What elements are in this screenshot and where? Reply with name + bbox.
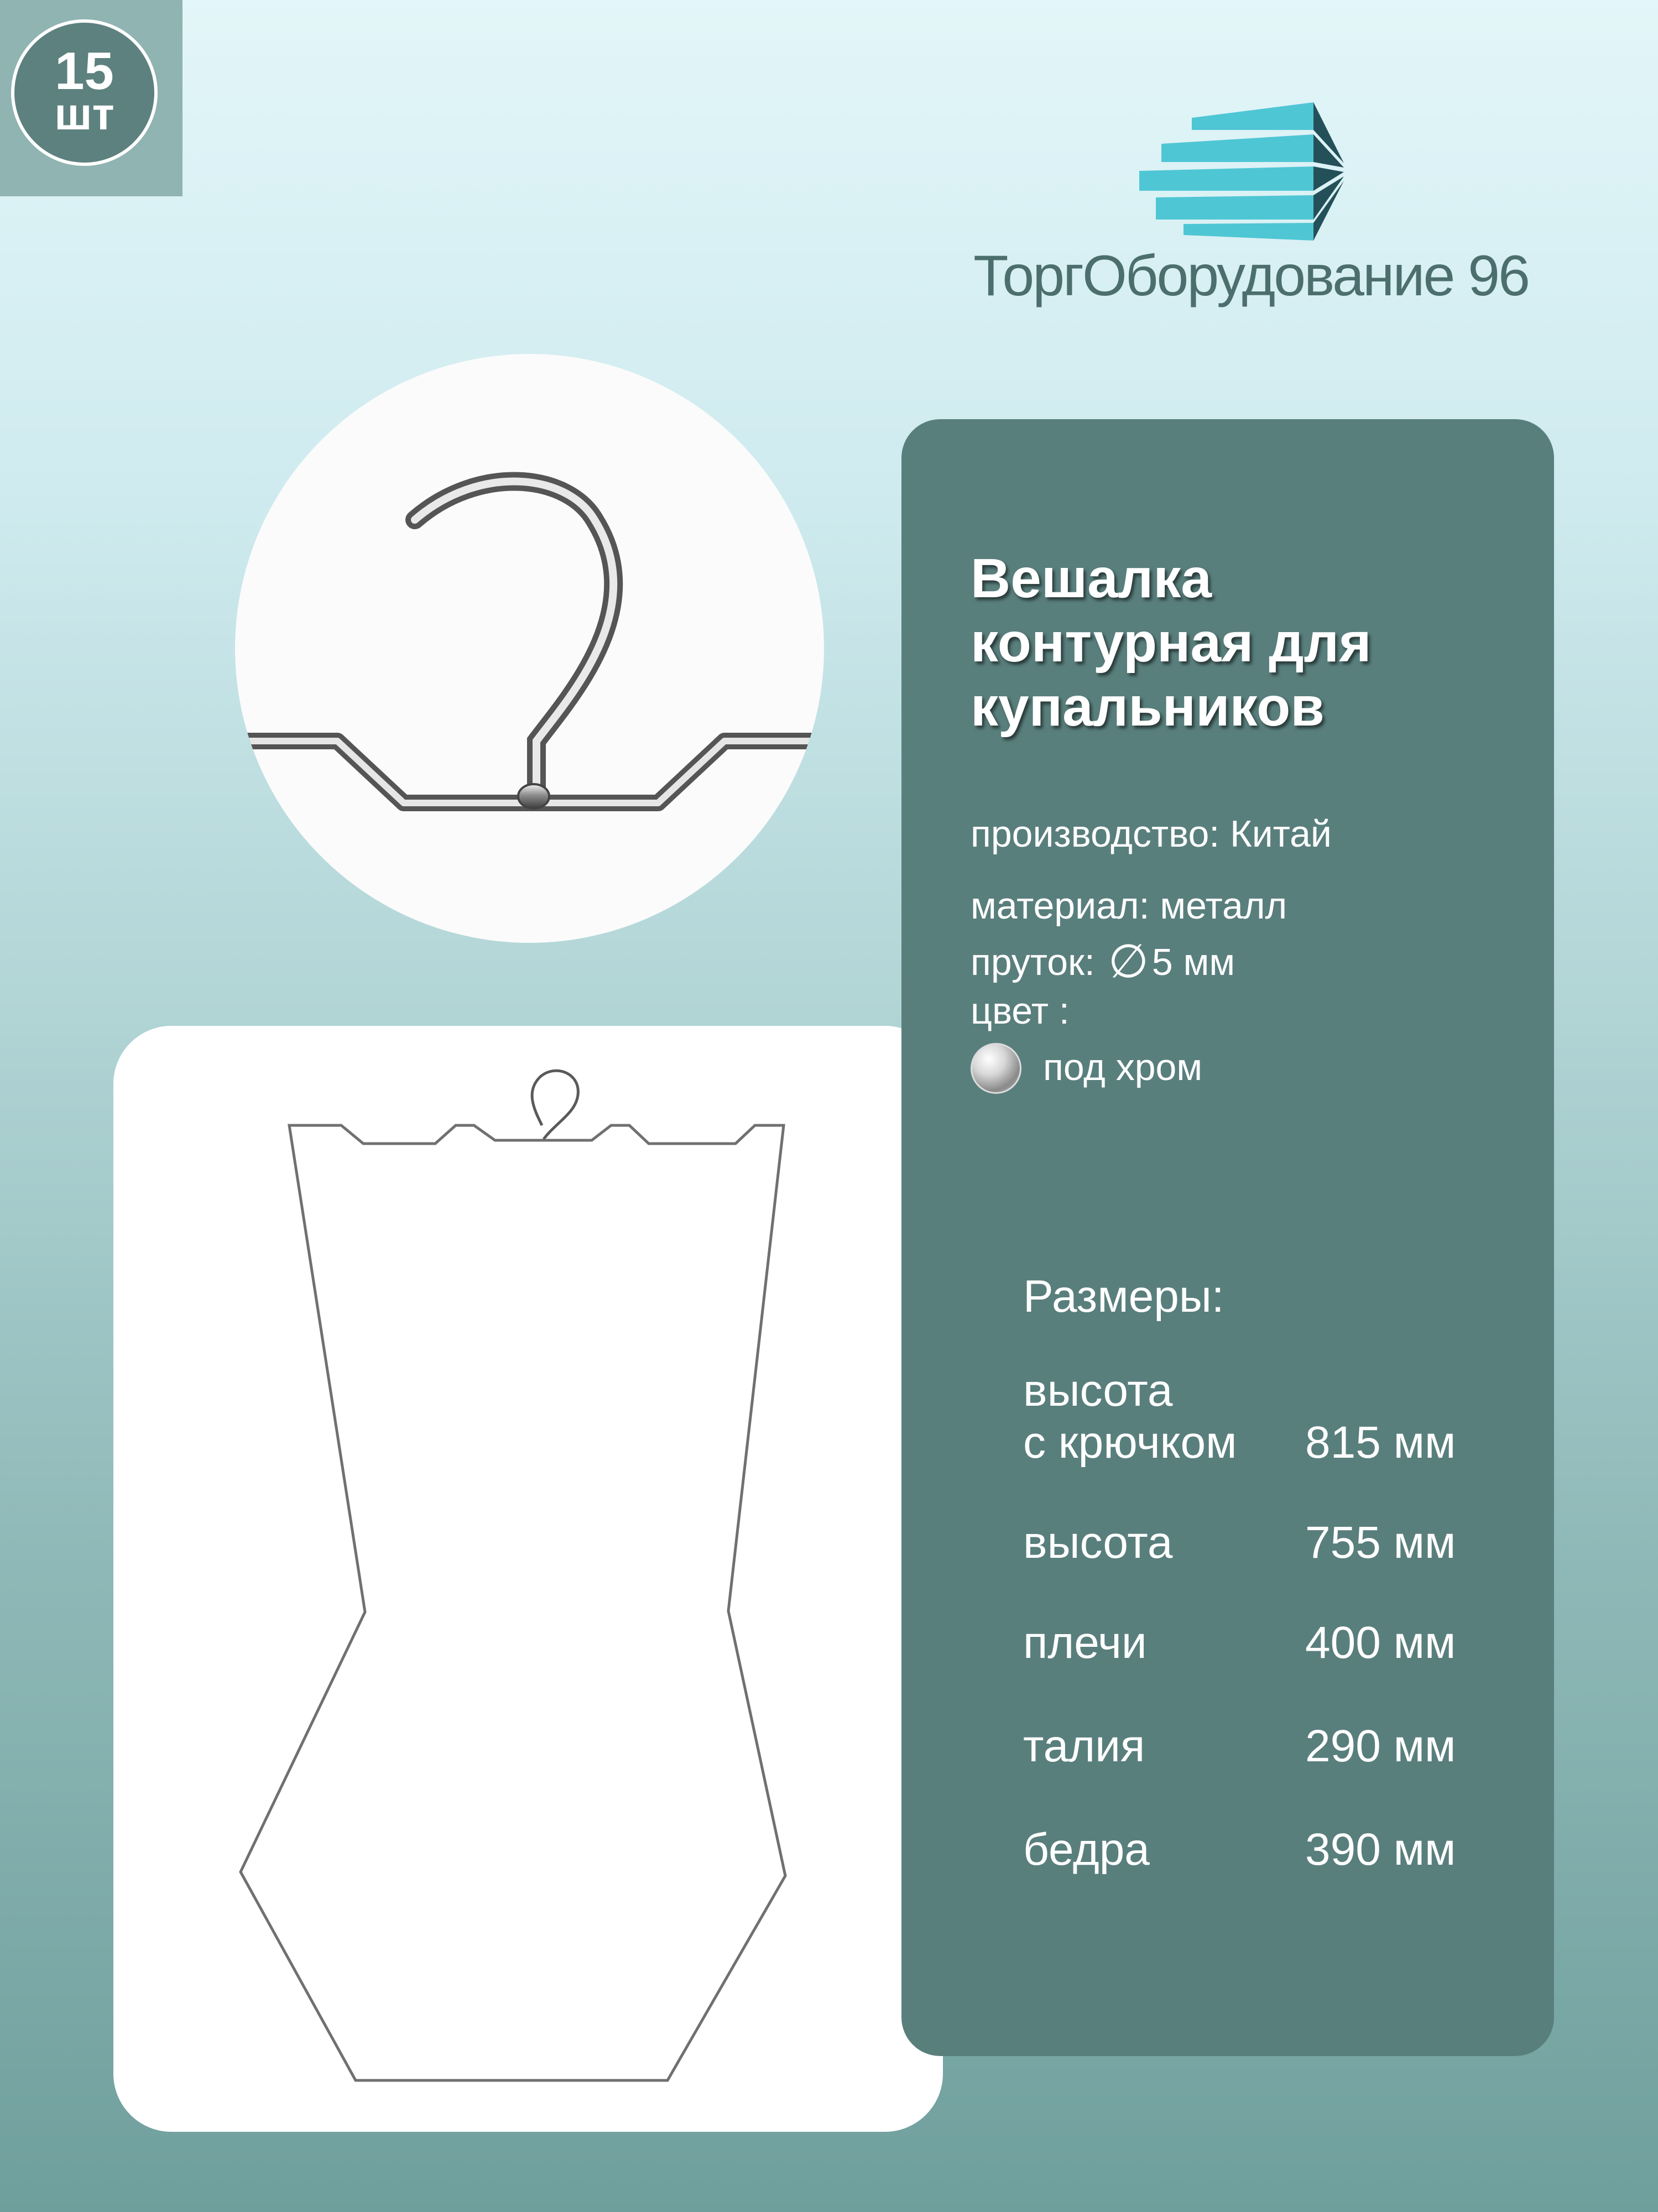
brand-name: ТоргОборудование 96 — [973, 244, 1529, 308]
diameter-icon: ∅ — [1108, 935, 1149, 987]
product-info-panel — [901, 419, 1554, 2056]
dimension-value: 390 мм — [1305, 1824, 1456, 1875]
dimension-label: плечи — [1023, 1618, 1147, 1668]
title-line: контурная для — [971, 612, 1372, 674]
hook-closeup-image — [235, 354, 824, 943]
badge-quantity: 15 — [55, 41, 114, 101]
dimension-label-line: с крючком — [1023, 1417, 1237, 1468]
badge-backdrop — [0, 0, 183, 196]
rod-label: пруток: — [971, 941, 1095, 983]
dimension-label: бедра — [1023, 1824, 1150, 1875]
product-title — [971, 546, 1546, 739]
color-label: цвет : — [971, 990, 1070, 1032]
material-text: материал: металл — [971, 885, 1287, 927]
rod-spec — [971, 935, 1235, 987]
chrome-swatch-icon — [971, 1043, 1021, 1094]
badge-unit: шт — [54, 88, 114, 139]
hanger-product-image — [113, 1026, 943, 2132]
title-line: Вешалка — [971, 547, 1212, 609]
dimensions-title: Размеры: — [1023, 1271, 1224, 1322]
origin-text: производство: Китай — [971, 813, 1332, 855]
dimension-label — [1023, 1365, 1237, 1469]
dimension-row — [1023, 1365, 1521, 1469]
color-value: под хром — [1043, 1046, 1203, 1088]
rod-value: 5 мм — [1151, 941, 1235, 983]
dimension-label-line: высота — [1023, 1365, 1173, 1416]
title-line: купальников — [971, 676, 1325, 738]
dimension-value: 400 мм — [1305, 1618, 1456, 1668]
dimension-value: 290 мм — [1305, 1721, 1456, 1771]
dimension-label: высота — [1023, 1517, 1173, 1568]
dimension-value: 815 мм — [1305, 1417, 1456, 1468]
dimension-value: 755 мм — [1305, 1517, 1456, 1568]
quantity-badge — [11, 19, 158, 166]
dimension-label: талия — [1023, 1721, 1145, 1771]
brand-logo-icon — [1139, 102, 1344, 241]
